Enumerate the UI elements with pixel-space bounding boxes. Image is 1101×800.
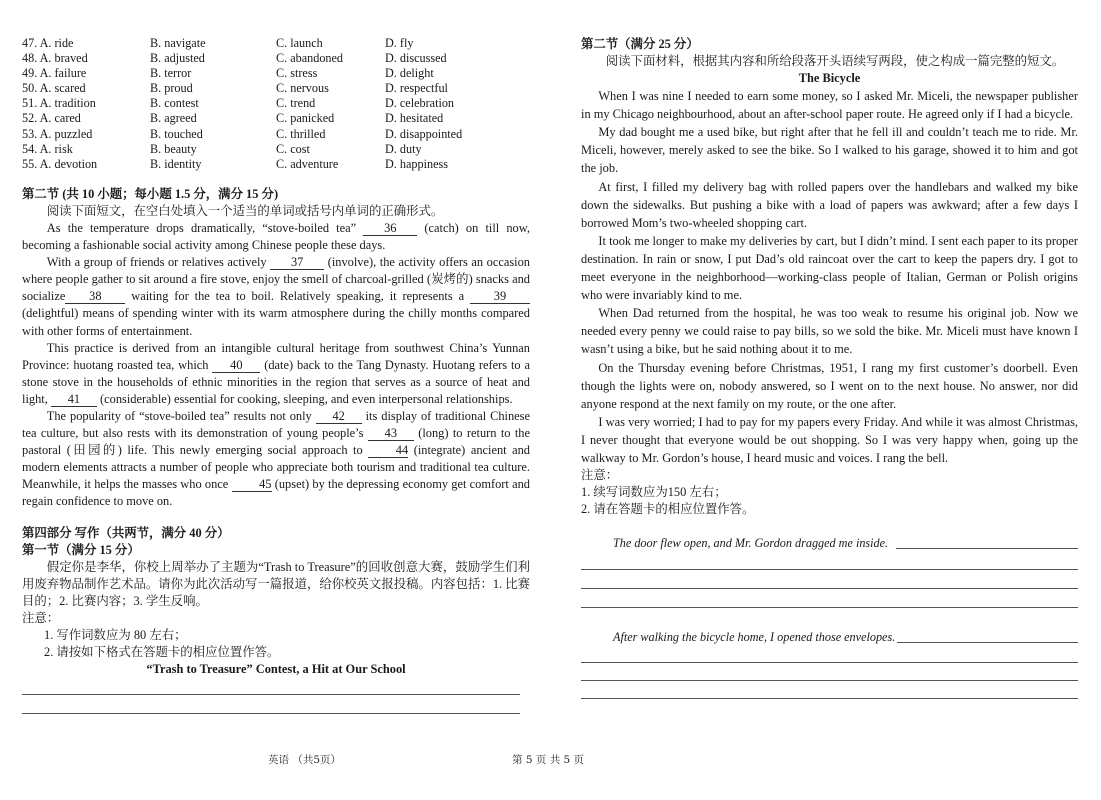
blank-37[interactable]: 37 — [270, 256, 324, 270]
blank-40[interactable]: 40 — [212, 359, 260, 373]
option-d: D. discussed — [385, 51, 447, 66]
option-b: B. navigate — [150, 36, 206, 50]
text: (long) to return to the pastoral (田园的) life. This newly emerging social approach to — [22, 426, 530, 458]
text: (integrate) ancient and modern elements attracts a number of people who appreciate both tourism and traditional tea culture. Meanwhile, it helps the masses who once — [22, 443, 530, 492]
note-2: 2. 请在答题卡的相应位置作答。 — [581, 502, 755, 517]
option-row — [22, 142, 530, 157]
continuation-instruction: 阅读下面材料，根据其内容和所给段落开头语续写两段，使之构成一篇完整的短文。 — [605, 54, 1065, 68]
options-list — [22, 36, 530, 172]
option-d: D. disappointed — [385, 126, 463, 141]
option-a: 47. A. ride — [22, 36, 74, 50]
text: (considerable) essential for cooking, sleeping, and even interpersonal relationships. — [96, 391, 513, 406]
option-b: B. contest — [150, 96, 199, 111]
option-c: C. panicked — [276, 111, 335, 126]
text: As the temperature drops dramatically, “stove-boiled tea” — [46, 220, 364, 235]
answer-line[interactable] — [581, 569, 1078, 570]
note-label: 注意： — [581, 468, 619, 483]
right-column — [581, 36, 1078, 699]
text: its display of traditional Chinese tea culture, but also rests with its demonstration of young people’s — [22, 408, 530, 441]
option-a: 53. A. puzzled — [22, 126, 93, 141]
prompt-2: After walking the bicycle home, I opened those envelopes. — [613, 630, 896, 645]
section2-instruction: 阅读下面短文，在空白处填入一个适当的单词或括号内单词的正确形式。 — [46, 203, 444, 218]
blank-38[interactable]: 38 — [65, 290, 125, 304]
text: (date) back to the Tang Dynasty. Huotang refers to a stone stove in the households of ethnic minorities in the region that serves as a source of heat and light, — [22, 357, 530, 406]
option-b: B. terror — [150, 66, 192, 81]
story-paragraph: When Dad returned from the hospital, he was too weak to resume his original job. Now we needed every penny we could raise to pay bills, so we sold the bike. Mr. Miceli must have known I wasn’t using a bike, but he said nothing about it to me. — [581, 306, 1078, 357]
answer-line[interactable] — [581, 588, 1078, 589]
option-b: B. touched — [150, 126, 203, 141]
part4-title: 第四部分 写作（共两节，满分 40 分） — [22, 525, 230, 540]
option-a: 50. A. scared — [22, 81, 86, 96]
option-a: 49. A. failure — [22, 66, 87, 81]
option-c: C. adventure — [276, 156, 339, 171]
option-b: B. beauty — [150, 141, 197, 156]
option-b: B. proud — [150, 81, 193, 96]
footer-subject: 英语 （共5页） — [268, 754, 342, 766]
text: (upset) by the depressing economy get comfort and regain confidence to move on. — [22, 477, 530, 509]
option-row — [22, 51, 530, 66]
answer-line[interactable] — [22, 713, 520, 714]
answer-line[interactable] — [896, 548, 1078, 549]
option-row — [22, 96, 530, 111]
text: (involve), the activity offers an occasion where people gather to sit around a fire stove, enjoy the smell of charcoal-grilled (炭烤的) snacks and socialize — [22, 255, 530, 304]
option-d: D. duty — [385, 141, 422, 156]
story-paragraph: When I was nine I needed to earn some money, so I asked Mr. Miceli, the newspaper publisher in my Chicago neighbourhood, about an after-school paper route. He agreed only if I had a bicycle. — [581, 89, 1078, 122]
section1-title: 第一节（满分 15 分） — [22, 542, 140, 557]
essay-title: “Trash to Treasure” Contest, a Hit at Our School — [146, 662, 406, 677]
option-d: D. respectful — [385, 81, 448, 96]
option-a: 55. A. devotion — [22, 156, 98, 171]
option-row — [22, 157, 530, 172]
section2-writing-title: 第二节（满分 25 分） — [581, 37, 699, 51]
option-d: D. happiness — [385, 156, 448, 171]
footer-page-number: 第 5 页 共 5 页 — [512, 754, 585, 766]
option-d: D. celebration — [385, 96, 455, 111]
option-c: C. launch — [276, 36, 323, 50]
option-c: C. stress — [276, 66, 318, 81]
blank-43[interactable]: 43 — [368, 427, 414, 441]
blank-41[interactable]: 41 — [51, 393, 97, 407]
answer-line[interactable] — [581, 680, 1078, 681]
text: (delightful) means of spending winter with its warm atmosphere during the chilly months compared with other forms of entertainment. — [22, 306, 530, 338]
answer-line[interactable] — [897, 642, 1078, 643]
option-c: C. nervous — [276, 81, 329, 96]
text: This practice is derived from an intangible cultural heritage from southwest China’s Yunnan Province: huotang roasted tea, which — [22, 340, 530, 372]
option-row — [22, 81, 530, 96]
option-d: D. hesitated — [385, 111, 444, 126]
option-row — [22, 111, 530, 126]
story-paragraph: I was very worried; I had to pay for my papers every Friday. And while it was almost Christmas, I never thought that everyone would be out shopping. So I was very happy when, going up the walkway to Mr. Gordon’s house, I heard music and voices. I rang the bell. — [581, 414, 1078, 465]
option-b: B. adjusted — [150, 51, 205, 66]
blank-42[interactable]: 42 — [316, 410, 362, 424]
story-title: The Bicycle — [798, 71, 861, 86]
option-c: C. thrilled — [276, 126, 326, 141]
note-label: 注意： — [22, 610, 60, 625]
blank-39[interactable]: 39 — [470, 290, 530, 304]
story-paragraph: At first, I filled my delivery bag with rolled papers over the handlebars and walked my bike down the sidewalks. But pushing a bike with a load of papers was awkward; after a few days I borrowed Mom’s two-wheeled shopping cart. — [581, 179, 1078, 230]
blank-45[interactable]: 45 — [232, 478, 272, 492]
option-d: D. fly — [385, 36, 414, 50]
answer-line[interactable] — [581, 698, 1078, 699]
section1-task: 假定你是李华，你校上周举办了主题为“Trash to Treasure”的回收创意大赛，鼓励学生们利用废弃物品制作艺术品。请你为此次活动写一篇报道，给你校英文报投稿。内容包括：1. 比赛目的；2. 比赛内容；3. 学生反响。 — [22, 559, 531, 608]
text: waiting for the tea to boil. Relatively speaking, it represents a — [125, 289, 470, 304]
option-a: 51. A. tradition — [22, 96, 96, 111]
story-paragraph: It took me longer to make my deliveries by cart, but I didn’t mind. I sent each paper to its proper destination. In rain or snow, I put Dad’s old raincoat over the cart to keep the papers dry. I got to meet everyone in the neighborhood—working-class people of Italian, German or Polish origins who were invariably kind to me. — [581, 233, 1078, 303]
text: With a group of friends or relatives actively — [46, 255, 271, 270]
text: (catch) on till now, becoming a fashionable social activity among Chinese people these days. — [22, 220, 530, 253]
option-a: 48. A. braved — [22, 51, 88, 66]
option-b: B. identity — [150, 156, 202, 171]
note-1: 1. 续写词数应为150 左右； — [581, 485, 727, 500]
option-c: C. trend — [276, 96, 316, 111]
option-row — [22, 36, 530, 51]
option-a: 52. A. cared — [22, 111, 81, 126]
answer-line[interactable] — [581, 607, 1078, 608]
story-paragraph: On the Thursday evening before Christmas, 1951, I rang my first customer’s doorbell. Even though the lights were on, nobody answered, so I went on to the next house. No answer, nor did anyone respond at the next family on my route, or the one after. — [581, 360, 1078, 411]
option-a: 54. A. risk — [22, 141, 73, 156]
prompt-1: The door flew open, and Mr. Gordon dragged me inside. — [613, 536, 889, 551]
section2-title: 第二节 (共 10 小题；每小题 1.5 分，满分 15 分) — [22, 186, 279, 201]
option-row — [22, 66, 530, 81]
prompt-2-row — [581, 630, 1078, 645]
passage-paragraph-2 — [22, 254, 530, 339]
blank-36[interactable]: 36 — [363, 222, 417, 236]
passage-paragraph-1 — [22, 220, 530, 254]
left-column — [22, 36, 530, 714]
answer-line[interactable] — [581, 662, 1078, 663]
blank-44[interactable]: 44 — [368, 444, 408, 458]
note-2: 2. 请按如下格式在答题卡的相应位置作答。 — [44, 645, 280, 659]
passage-paragraph-3 — [22, 340, 530, 408]
prompt-1-row — [581, 536, 1078, 551]
passage-paragraph-4 — [22, 408, 530, 511]
option-c: C. cost — [276, 141, 310, 156]
answer-line[interactable] — [22, 694, 520, 695]
note-1: 1. 写作词数应为 80 左右； — [44, 627, 187, 642]
option-c: C. abandoned — [276, 51, 344, 66]
option-b: B. agreed — [150, 111, 197, 126]
option-d: D. delight — [385, 66, 434, 81]
text: The popularity of “stove-boiled tea” results not only — [46, 408, 316, 423]
story-paragraph: My dad bought me a used bike, but right after that he fell ill and couldn’t teach me to ride. Mr. Miceli, however, merely asked to see the bike. So I walked to his garage, showed it to him and got the job. — [581, 125, 1078, 176]
option-row — [22, 127, 530, 142]
